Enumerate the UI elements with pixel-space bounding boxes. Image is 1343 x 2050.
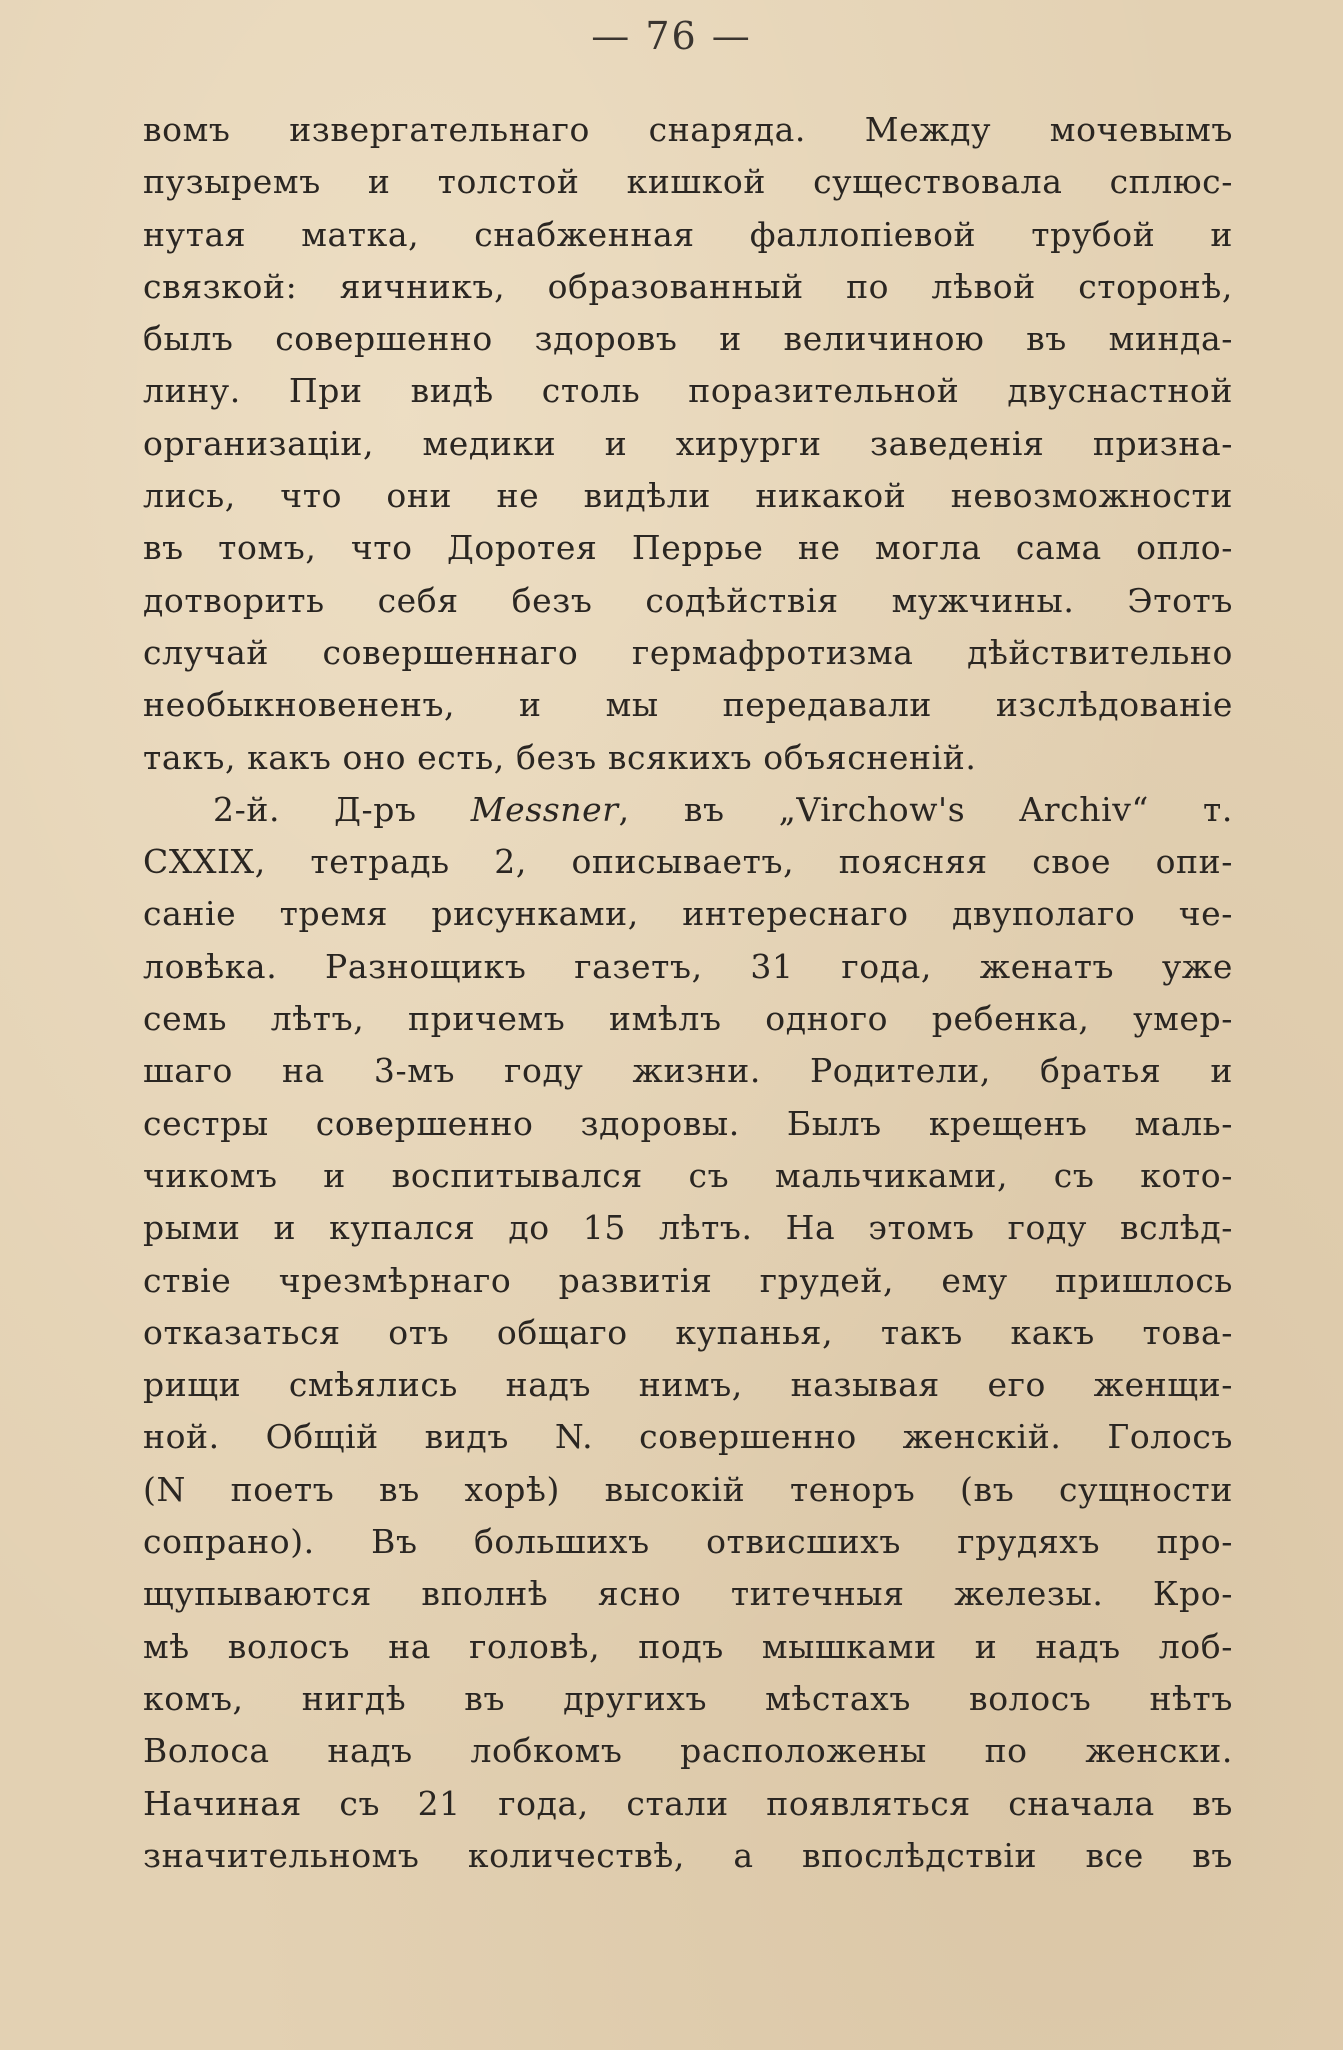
- page-number: — 76 —: [591, 14, 752, 58]
- body-text: [143, 104, 1233, 1882]
- text-line: Волоса надъ лобкомъ расположены по женски.: [143, 1731, 1233, 1771]
- text-line: случай совершеннаго гермафротизма дѣйствительно: [143, 632, 1233, 672]
- text-line: нутая матка, снабженная фаллопіевой трубой и: [143, 214, 1233, 254]
- text-line: пузыремъ и толстой кишкой существовала сплюс-: [143, 162, 1233, 202]
- text-line: Начиная съ 21 года, стали появляться сначала въ: [143, 1783, 1233, 1823]
- text-line: значительномъ количествѣ, а впослѣдствіи все въ: [143, 1835, 1233, 1875]
- text-line: рыми и купался до 15 лѣтъ. На этомъ году вслѣд-: [143, 1208, 1233, 1248]
- text-line: организаціи, медики и хирурги заведенія призна-: [143, 423, 1233, 463]
- text-line: щупываются вполнѣ ясно титечныя железы. Кро-: [143, 1574, 1233, 1614]
- text-line: семь лѣтъ, причемъ имѣлъ одного ребенка, умер-: [143, 999, 1233, 1039]
- text-line: вомъ извергательнаго снаряда. Между мочевымъ: [143, 110, 1233, 149]
- text-line: сестры совершенно здоровы. Былъ крещенъ маль-: [143, 1103, 1233, 1143]
- text-line: лись, что они не видѣли никакой невозможности: [143, 476, 1233, 516]
- text-line: ловѣка. Разнощикъ газетъ, 31 года, женатъ уже: [143, 946, 1233, 986]
- text-line: ствіе чрезмѣрнаго развитія грудей, ему пришлось: [143, 1260, 1233, 1300]
- text-run: , въ „Virchow's Archiv“ т.: [618, 789, 1233, 829]
- text-line: связкой: яичникъ, образованный по лѣвой сторонѣ,: [143, 266, 1233, 306]
- text-line: чикомъ и воспитывался съ мальчиками, съ кото-: [143, 1155, 1233, 1195]
- text-line: CXXIX, тетрадь 2, описываетъ, поясняя свое опи-: [143, 842, 1233, 882]
- text-line: мѣ волосъ на головѣ, подъ мышками и надъ лоб-: [143, 1626, 1233, 1666]
- text-line-paragraph-start: [143, 784, 1233, 836]
- text-line: сопрано). Въ большихъ отвисшихъ грудяхъ про-: [143, 1522, 1233, 1562]
- text-line: ной. Общій видъ N. совершенно женскій. Голосъ: [143, 1417, 1233, 1457]
- text-line: необыкновененъ, и мы передавали изслѣдованіе: [143, 685, 1233, 725]
- text-line: отказаться отъ общаго купанья, такъ какъ това-: [143, 1312, 1233, 1352]
- text-line: въ томъ, что Доротея Перрье не могла сама опло-: [143, 528, 1233, 568]
- text-line: рищи смѣялись надъ нимъ, называя его женщи-: [143, 1365, 1233, 1405]
- text-line: такъ, какъ оно есть, безъ всякихъ объясненій.: [143, 737, 977, 777]
- text-run: 2-й. Д-ръ: [213, 789, 471, 829]
- text-line: былъ совершенно здоровъ и величиною въ минда-: [143, 319, 1233, 359]
- author-name: Messner: [470, 789, 619, 829]
- text-line: (N поетъ въ хорѣ) высокій теноръ (въ сущности: [143, 1469, 1233, 1509]
- text-line: дотворить себя безъ содѣйствія мужчины. Этотъ: [143, 580, 1233, 620]
- text-line: комъ, нигдѣ въ другихъ мѣстахъ волосъ нѣтъ: [143, 1678, 1233, 1718]
- text-line: саніе тремя рисунками, интереснаго двуполаго че-: [143, 894, 1233, 934]
- text-line: лину. При видѣ столь поразительной двуснастной: [143, 371, 1233, 411]
- text-line: шаго на 3-мъ году жизни. Родители, братья и: [143, 1051, 1233, 1091]
